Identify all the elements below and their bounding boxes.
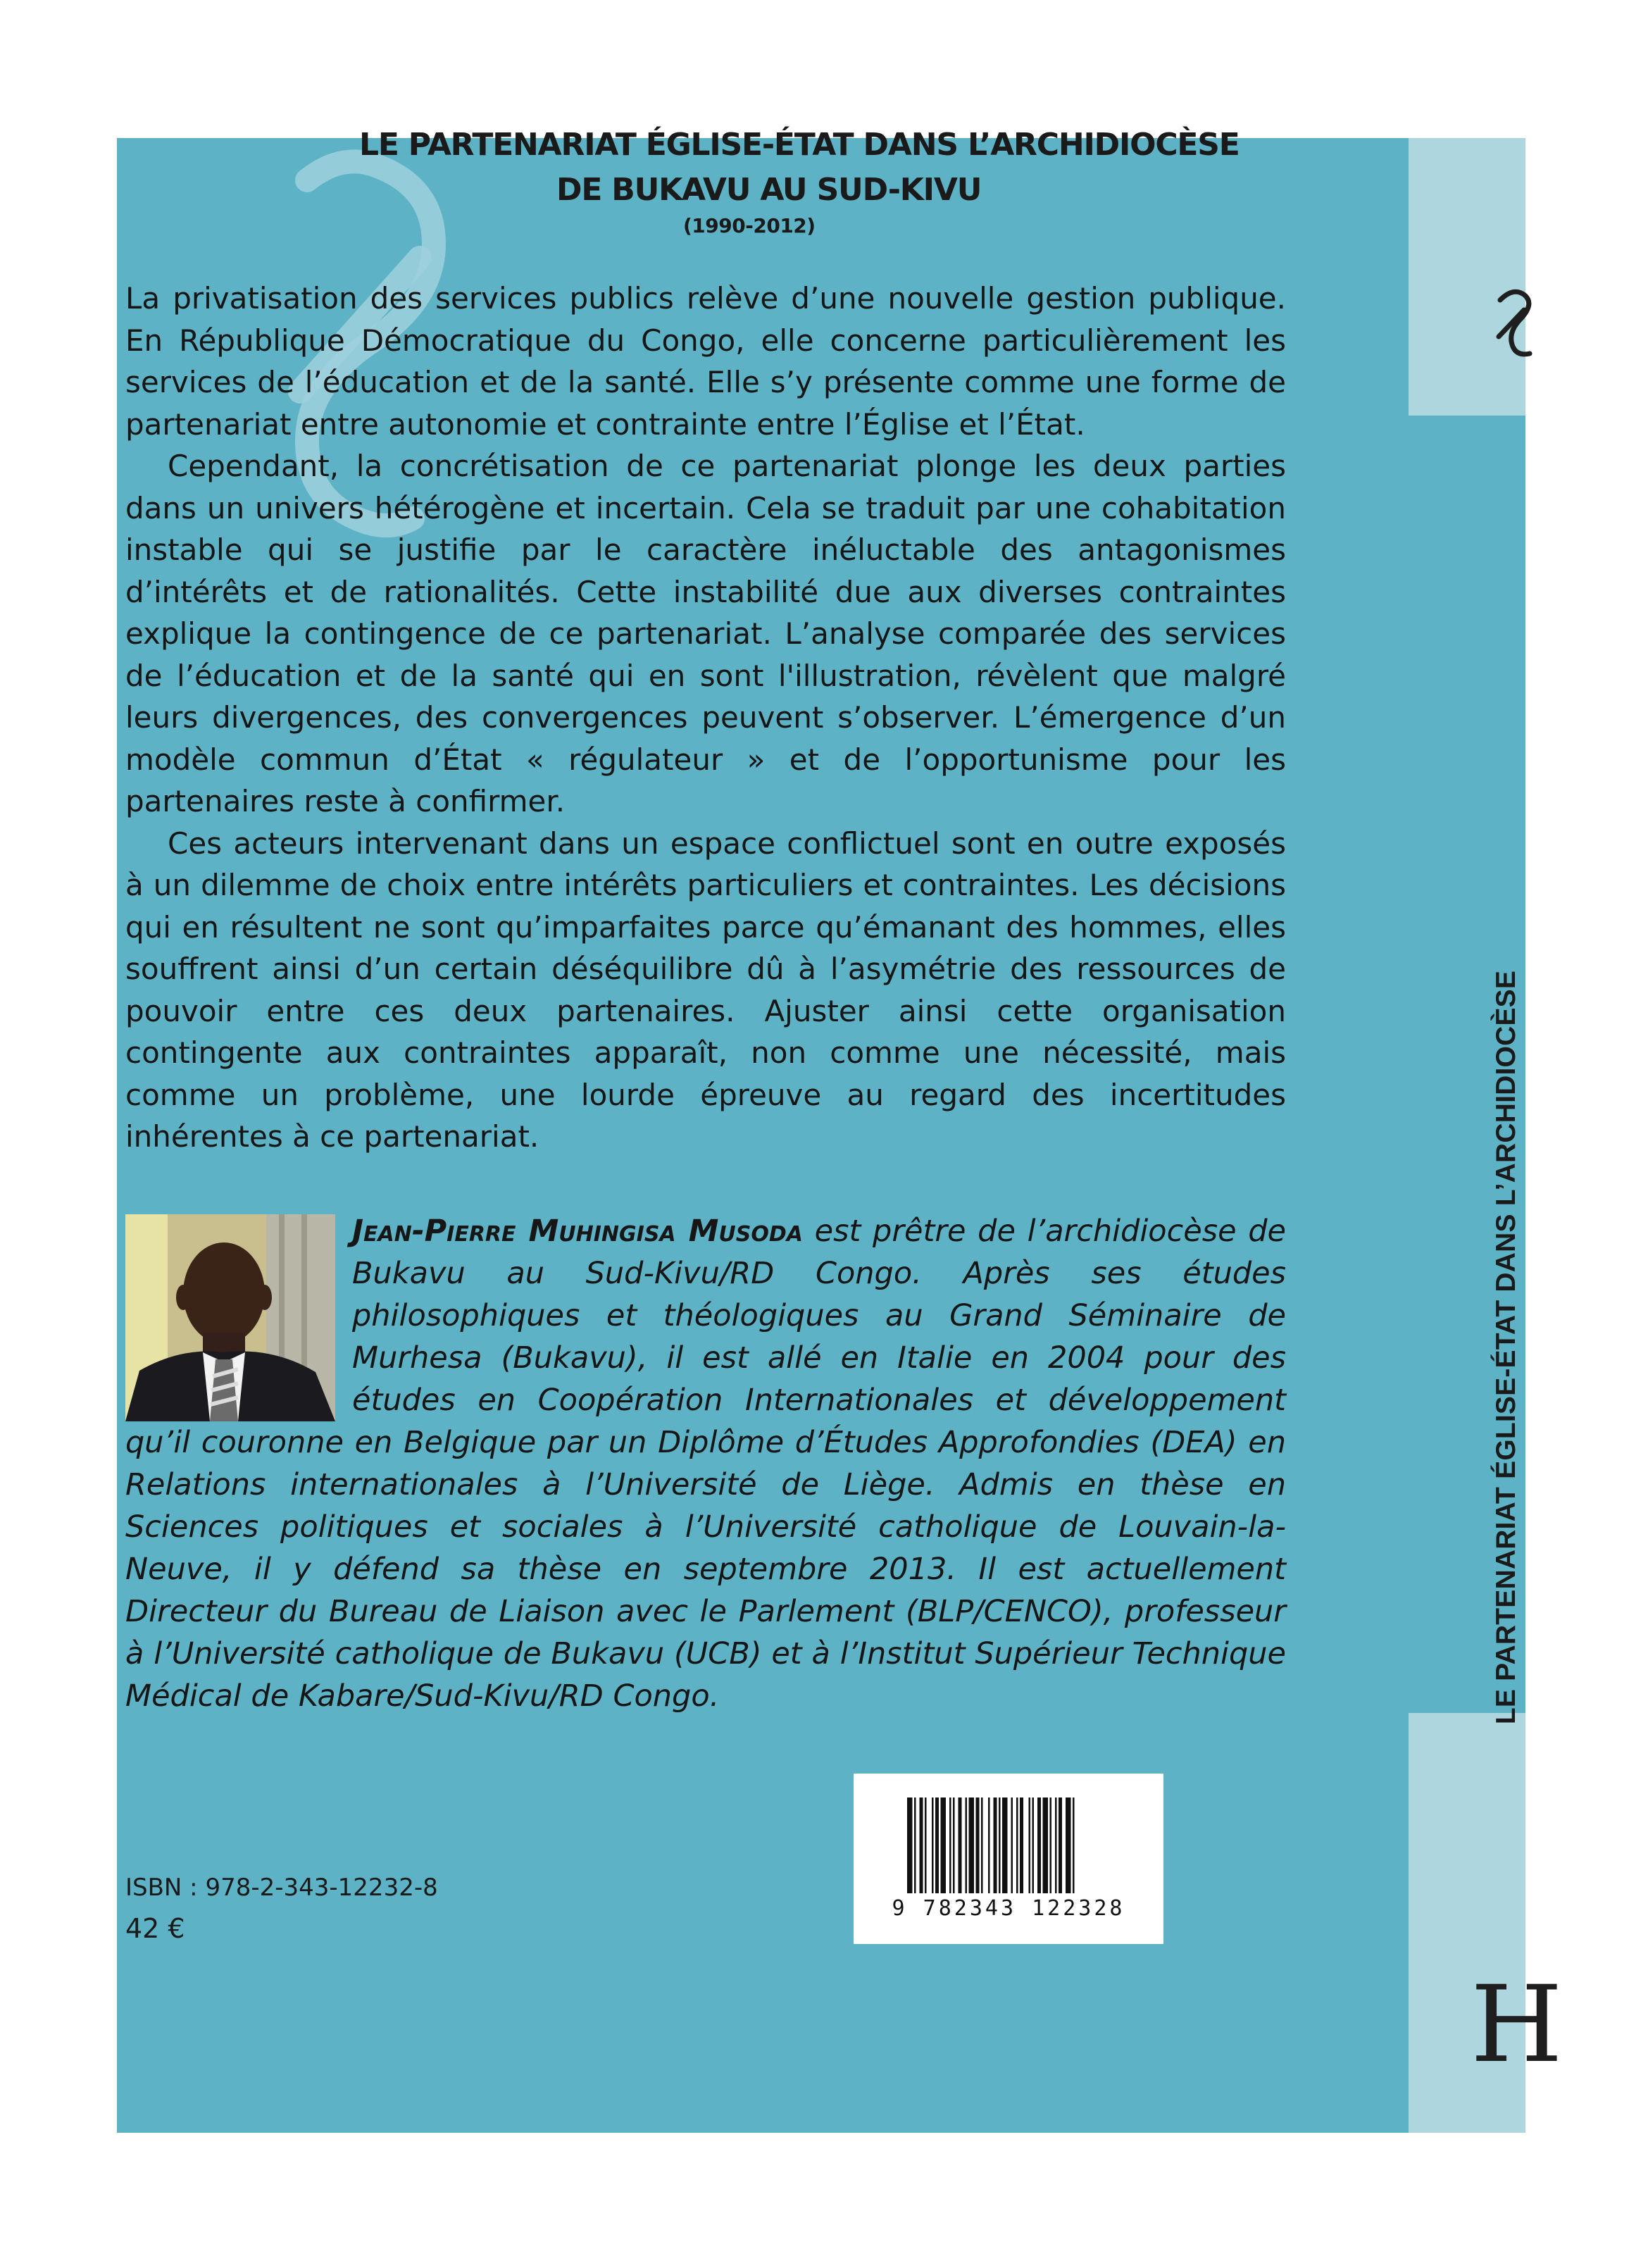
blurb-paragraph: La privatisation des services publics relève d’une nouvelle gestion publique. En République Démocratique du Congo, elle concerne particulièrement les services de l’éducation et de la santé. Elle s’y présente comme une forme de partenariat entre autonomie et contrainte entre l’Église et l’État. xyxy=(125,281,1286,442)
book-title xyxy=(120,123,1387,239)
blurb-paragraph: Ces acteurs intervenant dans un espace conflictuel sont en outre exposés à un dilemme de choix entre intérêts particuliers et contraintes. Les décisions qui en résultent ne sont qu’imparfaites parce qu’émanant des hommes, elles souffrent ainsi d’un certain déséquilibre dû à l’asymétrie des ressources de pouvoir entre ces deux partenaires. Ajuster ainsi cette organisation contingente aux contraintes apparaît, non comme une nécessité, mais comme un problème, une lourde épreuve au regard des incertitudes inhérentes à ce partenariat. xyxy=(125,825,1286,1154)
author-bio-text: est prêtre de l’archidiocèse de Bukavu au Sud-Kivu/RD Congo. Après ses études philosophiques et théologiques au Grand Séminaire de Murhesa (Bukavu), il est allé en Italie en 2004 pour des études en Coopération Internationales et développement qu’il couronne en Belgique par un Diplôme d’Études Approfondies (DEA) en Relations internationales à l’Université de Liège. Admis en thèse en Sciences politiques et sociales à l’Université catholique de Louvain-la-Neuve, il y défend sa thèse en septembre 2013. Il est actuellement Directeur du Bureau de Liaison avec le Parlement (BLP/CENCO), professeur à l’Université catholique de Bukavu (UCB) et à l’Institut Supérieur Technique Médical de Kabare/Sud-Kivu/RD Congo. xyxy=(125,1214,1286,1714)
author-name: Jean-Pierre Muhingisa Musoda xyxy=(352,1214,803,1249)
title-line-2: DE BUKAVU AU SUD-KIVU xyxy=(556,172,982,208)
title-line-1: LE PARTENARIAT ÉGLISE-ÉTAT DANS L’ARCHIDIOCÈSE xyxy=(359,127,1240,163)
spine-title: LE PARTENARIAT ÉGLISE-ÉTAT DANS L’ARCHIDIOCÈSE xyxy=(1491,970,1521,1725)
blurb-paragraph: Cependant, la concrétisation de ce partenariat plonge les deux parties dans un univers hétérogène et incertain. Cela se traduit par une cohabitation instable qui se justifie par le caractère inéluctable des antagonismes d’intérêts et de rationalités. Cette instabilité due aux diverses contraintes explique la contingence de ce partenariat. L’analyse comparée des services de l’éducation et de la santé qui en sont l'illustration, révèlent que malgré leurs divergences, des convergences peuvent s’observer. L’émergence d’un modèle commun d’État « régulateur » et de l’opportunisme pour les partenaires reste à confirmer. xyxy=(125,449,1286,818)
isbn: ISBN : 978-2-343-12232-8 xyxy=(125,1874,438,1902)
author-bio xyxy=(125,1210,1286,1717)
price: 42 € xyxy=(125,1913,185,1944)
title-dates: (1990-2012) xyxy=(683,214,816,237)
barcode-digits: 9 782343 122328 xyxy=(892,1896,1125,1921)
barcode xyxy=(854,1774,1163,1944)
spine-publisher-letter: H xyxy=(1471,1964,1563,2086)
photo-spacer xyxy=(125,1210,352,1421)
blurb xyxy=(125,278,1286,1158)
spine-publisher-logo xyxy=(1493,286,1535,363)
